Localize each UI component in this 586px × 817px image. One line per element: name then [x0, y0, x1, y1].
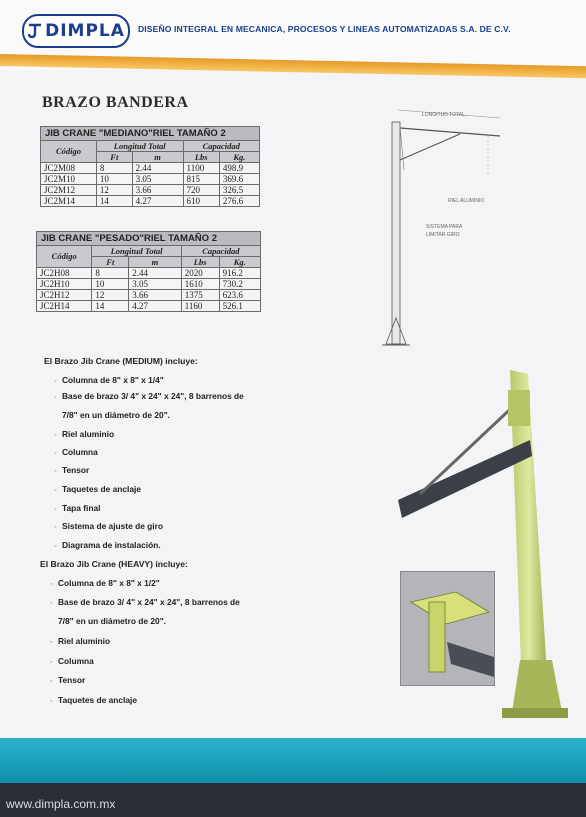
col-length: Longitud Total	[96, 141, 183, 152]
col-m: m	[132, 152, 183, 163]
list-item-text: Tensor	[58, 675, 86, 685]
bullet-icon: ◦	[50, 698, 53, 705]
cell: 2020	[181, 268, 219, 279]
list-item	[54, 375, 164, 385]
col-capacity: Capacidad	[183, 141, 259, 152]
cell: JC2H14	[37, 301, 92, 312]
col-code: Código	[37, 246, 92, 268]
bullet-icon: ◦	[54, 524, 57, 531]
bullet-icon: ◦	[54, 394, 57, 401]
list-item-text: Columna	[62, 447, 98, 457]
cell: 10	[92, 279, 129, 290]
header	[0, 0, 586, 70]
jib-crane-diagram	[370, 100, 530, 350]
cell: 720	[183, 185, 219, 196]
cell: JC2M14	[41, 196, 97, 207]
label-system-2: LIMITAR GIRO	[426, 232, 460, 238]
cell: 12	[96, 185, 132, 196]
cell: 1100	[183, 163, 219, 174]
cell: 2.44	[132, 163, 183, 174]
spec-table-heavy	[36, 231, 261, 312]
bullet-icon: ◦	[54, 450, 57, 457]
list-item-text: Tensor	[62, 465, 90, 475]
label-length: LONGITUD TOTAL	[422, 112, 465, 118]
company-name: DISEÑO INTEGRAL EN MECANICA, PROCESOS Y LINEAS AUTOMATIZADAS S.A. DE C.V.	[138, 24, 511, 34]
col-kg: Kg.	[219, 152, 259, 163]
list-item-text: Riel aluminio	[62, 429, 115, 439]
cell: 730.2	[219, 279, 260, 290]
col-lbs: Lbs	[181, 257, 219, 268]
list-item	[50, 675, 85, 685]
col-lbs: Lbs	[183, 152, 219, 163]
company-logo	[22, 14, 130, 48]
bullet-icon: ◦	[50, 600, 53, 607]
cell: 4.27	[132, 196, 183, 207]
col-capacity: Capacidad	[181, 246, 260, 257]
logo-text: DIMPLA	[45, 21, 125, 41]
list-item	[54, 391, 244, 401]
bullet-icon: ◦	[54, 378, 57, 385]
cell: 8	[92, 268, 129, 279]
table-caption: JIB CRANE "MEDIANO"RIEL TAMAÑO 2	[41, 127, 260, 141]
list-item-text: Sistema de ajuste de giro	[62, 521, 163, 531]
list-item-text: Taquetes de anclaje	[58, 695, 137, 705]
list-item	[54, 540, 161, 550]
list-item-text: Columna de 8" x 8" x 1/2"	[58, 578, 160, 588]
list-item	[50, 578, 160, 588]
col-m: m	[129, 257, 181, 268]
table-row	[37, 279, 261, 290]
cell: JC2H10	[37, 279, 92, 290]
base-detail-inset	[400, 571, 495, 686]
table-row	[41, 163, 260, 174]
orange-stripe	[0, 54, 586, 78]
heavy-heading: El Brazo Jib Crane (HEAVY) incluye:	[40, 559, 188, 569]
list-item-text: Base de brazo 3/ 4" x 24" x 24", 8 barrenos de	[62, 391, 244, 401]
cell: 815	[183, 174, 219, 185]
cell: 14	[96, 196, 132, 207]
bullet-icon: ◦	[50, 678, 53, 685]
bullet-icon: ◦	[50, 581, 53, 588]
cell: 916.2	[219, 268, 260, 279]
table-row	[37, 268, 261, 279]
list-item	[54, 447, 98, 457]
label-rail: RIEL ALUMINIO	[448, 198, 485, 204]
cell: JC2H08	[37, 268, 92, 279]
table-row	[41, 185, 260, 196]
table-row	[41, 174, 260, 185]
cell: 8	[96, 163, 132, 174]
list-item-text: Taquetes de anclaje	[62, 484, 141, 494]
list-item-text: Tapa final	[62, 503, 101, 513]
cell: 369.6	[219, 174, 259, 185]
cell: 3.05	[129, 279, 181, 290]
list-item	[62, 410, 170, 420]
list-item-text: Columna	[58, 656, 94, 666]
col-kg: Kg.	[219, 257, 260, 268]
list-item	[54, 521, 163, 531]
cell: 276.6	[219, 196, 259, 207]
cell: JC2M08	[41, 163, 97, 174]
spec-table-medium	[40, 126, 260, 207]
list-item-text: 7/8" en un diámetro de 20".	[62, 410, 171, 420]
list-item	[54, 503, 100, 513]
bullet-icon: ◦	[54, 468, 57, 475]
bullet-icon: ◦	[54, 543, 57, 550]
crane-hook-icon	[27, 22, 43, 40]
list-item	[50, 597, 240, 607]
cell: 526.1	[219, 301, 260, 312]
cell: 498.9	[219, 163, 259, 174]
bullet-icon: ◦	[50, 639, 53, 646]
list-item	[50, 656, 94, 666]
cell: 3.66	[129, 290, 181, 301]
table-caption: JIB CRANE "PESADO"RIEL TAMAÑO 2	[37, 232, 261, 246]
base-plate-illustration	[401, 572, 494, 685]
col-ft: Ft	[96, 152, 132, 163]
cell: 10	[96, 174, 132, 185]
col-ft: Ft	[92, 257, 129, 268]
list-item	[50, 695, 137, 705]
list-item-text: Columna de 8" x 8" x 1/4"	[62, 375, 164, 385]
cell: 2.44	[129, 268, 181, 279]
cell: 3.05	[132, 174, 183, 185]
col-length: Longitud Total	[92, 246, 181, 257]
footer-band	[0, 738, 586, 783]
bullet-icon: ◦	[54, 506, 57, 513]
col-code: Código	[41, 141, 97, 163]
cell: JC2M10	[41, 174, 97, 185]
list-item-text: Riel aluminio	[58, 636, 111, 646]
cell: 1160	[181, 301, 219, 312]
website-url: www.dimpla.com.mx	[6, 797, 116, 811]
cell: 1375	[181, 290, 219, 301]
cell: 12	[92, 290, 129, 301]
cell: 4.27	[129, 301, 181, 312]
cell: 3.66	[132, 185, 183, 196]
table-row	[37, 301, 261, 312]
cell: 14	[92, 301, 129, 312]
bullet-icon: ◦	[54, 487, 57, 494]
bullet-icon: ◦	[54, 432, 57, 439]
label-system-1: SISTEMA PARA	[426, 224, 463, 230]
cell: 610	[183, 196, 219, 207]
medium-heading: El Brazo Jib Crane (MEDIUM) incluye:	[44, 356, 198, 366]
table-row	[37, 290, 261, 301]
bullet-icon: ◦	[50, 659, 53, 666]
table-row	[41, 196, 260, 207]
page-title: BRAZO BANDERA	[42, 94, 189, 111]
cell: JC2M12	[41, 185, 97, 196]
list-item	[58, 616, 166, 626]
cell: 1610	[181, 279, 219, 290]
list-item-text: Base de brazo 3/ 4" x 24" x 24", 8 barrenos de	[58, 597, 240, 607]
cell: JC2H12	[37, 290, 92, 301]
cell: 623.6	[219, 290, 260, 301]
list-item	[50, 636, 110, 646]
list-item	[54, 484, 141, 494]
list-item-text: Diagrama de instalación.	[62, 540, 161, 550]
list-item-text: 7/8" en un diámetro de 20".	[58, 616, 167, 626]
list-item	[54, 465, 89, 475]
list-item	[54, 429, 114, 439]
cell: 326.5	[219, 185, 259, 196]
